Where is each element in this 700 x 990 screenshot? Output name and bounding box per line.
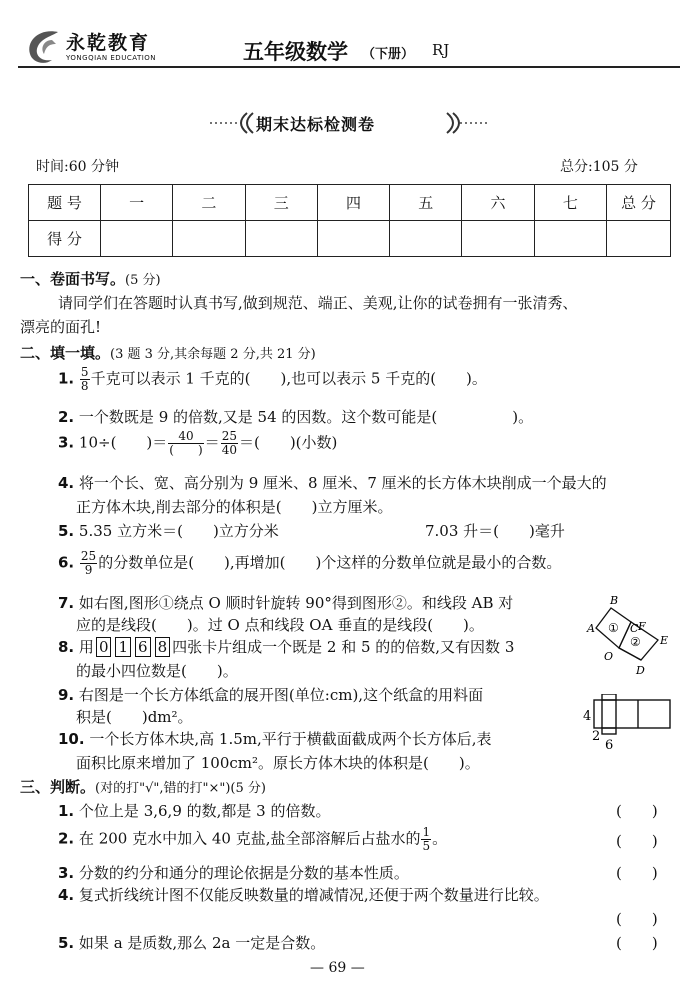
numerator: 25: [221, 429, 237, 443]
question-10-cont: 面积比原来增加了 100cm²。原长方体木块的体积是( )。: [76, 754, 480, 772]
table-cell: 二: [173, 185, 245, 221]
question-number: 6.: [58, 553, 75, 572]
figure-label: E: [660, 634, 669, 647]
figure-label: ①: [608, 621, 619, 635]
table-cell: 总 分: [607, 185, 671, 221]
section-2-heading: [20, 342, 316, 363]
time-limit: 时间:60 分钟: [36, 159, 119, 175]
table-cell: 题 号: [29, 185, 101, 221]
question-text: 。: [432, 829, 448, 848]
question-number: 8.: [58, 638, 75, 656]
question-5b: 7.03 升＝( )毫升: [425, 522, 565, 540]
number-card: 0: [96, 637, 112, 657]
section-note: (对的打"√",错的打"×")(5 分): [95, 781, 266, 796]
question-number: 4.: [58, 474, 75, 492]
question-2: [58, 406, 533, 427]
question-7: [58, 592, 513, 613]
denominator: 40: [221, 443, 237, 457]
section-3-heading: [20, 776, 266, 797]
page-number: — 69 —: [310, 960, 365, 976]
question-number: 2.: [58, 408, 75, 426]
question-number: 1.: [58, 802, 75, 820]
figure-label: F: [638, 620, 646, 633]
score-input-cell[interactable]: [390, 221, 462, 257]
score-input-cell[interactable]: [607, 221, 671, 257]
total-score: 总分:105 分: [560, 159, 638, 175]
box-net-figure: [582, 694, 674, 754]
judge-question-3: [58, 862, 409, 883]
table-cell: 四: [317, 185, 389, 221]
figure-label: A: [587, 622, 595, 635]
question-9: [58, 684, 483, 705]
question-number: 10.: [58, 730, 85, 748]
question-1: [58, 366, 487, 393]
volume-label: （下册）: [362, 47, 415, 62]
question-text: 右图是一个长方体纸盒的展开图(单位:cm),这个纸盒的用料面: [78, 686, 484, 704]
question-6: [58, 550, 561, 577]
figure-label: D: [636, 664, 645, 676]
question-number: 1.: [58, 369, 75, 388]
figure-label: C: [630, 622, 639, 635]
section-title: 一、卷面书写。: [20, 270, 126, 288]
judge-question-2: [58, 826, 447, 853]
section-title: 三、判断。: [20, 778, 96, 796]
question-text: 如右图,图形①绕点 O 顺时针旋转 90°得到图形②。和线段 AB 对: [78, 594, 514, 612]
question-4: [58, 472, 607, 493]
question-8-cont: 的最小四位数是( )。: [76, 662, 238, 680]
answer-parentheses[interactable]: ( ): [616, 802, 658, 820]
question-text: 将一个长、宽、高分别为 9 厘米、8 厘米、7 厘米的长方体木块削成一个最大的: [78, 474, 607, 492]
denominator: 8: [80, 379, 89, 393]
judge-question-4: [58, 884, 549, 905]
question-text: 一个长方体木块,高 1.5m,平行于横截面截成两个长方体后,表: [89, 730, 492, 748]
question-text: 分数的约分和通分的理论依据是分数的基本性质。: [78, 864, 409, 882]
section-1-text: 漂亮的面孔!: [20, 318, 102, 336]
table-cell: 六: [462, 185, 534, 221]
numerator: 40: [168, 430, 203, 444]
figure-label: 4: [583, 709, 592, 724]
judge-question-1: [58, 800, 330, 821]
table-cell: 七: [534, 185, 606, 221]
subject-title: 五年级数学: [243, 40, 348, 64]
answer-parentheses[interactable]: ( ): [616, 910, 658, 928]
section-title: 二、填一填。: [20, 344, 111, 362]
question-number: 5.: [58, 522, 75, 540]
table-cell: 一: [101, 185, 173, 221]
question-text: 复式折线统计图不仅能反映数量的增减情况,还便于两个数量进行比较。: [78, 886, 549, 904]
question-text: 如果 a 是质数,那么 2a 一定是合数。: [78, 934, 326, 952]
question-text: 10÷( )＝: [78, 433, 168, 452]
question-text: 5.35 立方米＝( )立方分米: [78, 522, 279, 540]
equals-sign: ＝: [204, 433, 220, 452]
score-input-cell[interactable]: [534, 221, 606, 257]
figure-label: ②: [630, 635, 641, 649]
numerator: 1: [422, 825, 431, 839]
figure-label: 6: [605, 738, 614, 753]
figure-label: 2: [592, 729, 601, 744]
header-rule: [18, 66, 680, 68]
section-1-text: 请同学们在答题时认真书写,做到规范、端正、美观,让你的试卷拥有一张清秀、: [58, 294, 578, 312]
table-cell: 五: [390, 185, 462, 221]
number-card: 8: [155, 637, 171, 657]
score-input-cell[interactable]: [101, 221, 173, 257]
question-text: 在 200 克水中加入 40 克盐,盐全部溶解后占盐水的: [78, 829, 421, 848]
question-text: 个位上是 3,6,9 的数,都是 3 的倍数。: [78, 802, 331, 820]
question-number: 2.: [58, 829, 75, 848]
question-text: 四张卡片组成一个既是 2 和 5 的的倍数,又有因数 3: [172, 638, 515, 656]
number-card: 1: [115, 637, 131, 657]
question-text: 的分数单位是( ),再增加( )个这样的分数单位就是最小的合数。: [98, 553, 562, 572]
exam-title: 期末达标检测卷: [256, 115, 376, 134]
question-text: 千克可以表示 1 千克的( ),也可以表示 5 千克的( )。: [90, 369, 487, 388]
question-7-cont: 应的是线段( )。过 O 点和线段 OA 垂直的是线段( )。: [76, 616, 484, 634]
answer-parentheses[interactable]: ( ): [616, 934, 658, 952]
fraction: [168, 430, 203, 457]
numerator: 5: [80, 365, 89, 379]
section-note: (3 题 3 分,其余每题 2 分,共 21 分): [110, 347, 316, 362]
question-number: 5.: [58, 934, 75, 952]
score-input-cell[interactable]: [317, 221, 389, 257]
score-input-cell[interactable]: [245, 221, 317, 257]
section-1-heading: [20, 268, 161, 289]
figure-label: B: [610, 594, 619, 607]
question-number: 4.: [58, 886, 75, 904]
rotation-figure: [586, 590, 672, 676]
fraction: [80, 550, 97, 577]
question-number: 7.: [58, 594, 75, 612]
question-text: ＝( )(小数): [238, 433, 338, 452]
logo-text: 永乾教育: [66, 32, 151, 54]
score-input-cell[interactable]: [462, 221, 534, 257]
logo-swirl-icon: [22, 26, 66, 66]
answer-parentheses[interactable]: ( ): [616, 832, 658, 850]
question-9-cont: 积是( )dm²。: [76, 708, 193, 726]
question-text: 一个数既是 9 的倍数,又是 54 的因数。这个数可能是( )。: [78, 408, 534, 426]
fraction: [421, 826, 431, 853]
question-text: 用: [78, 638, 94, 656]
section-note: (5 分): [125, 273, 161, 288]
question-10: [58, 728, 492, 749]
logo-subtext: YONGQIAN EDUCATION: [66, 54, 157, 62]
question-5: [58, 520, 279, 541]
score-table-header-row: [29, 185, 671, 221]
question-4-cont: 正方体木块,削去部分的体积是( )立方厘米。: [76, 498, 393, 516]
figure-label: O: [604, 650, 614, 663]
question-number: 3.: [58, 433, 75, 452]
table-cell: 得 分: [29, 221, 101, 257]
score-table-score-row: [29, 221, 671, 257]
judge-question-5: [58, 932, 325, 953]
number-card: 6: [135, 637, 151, 657]
question-number: 9.: [58, 686, 75, 704]
answer-parentheses[interactable]: ( ): [616, 864, 658, 882]
question-3: [58, 430, 337, 457]
denominator: 9: [84, 563, 93, 577]
fraction: [221, 430, 238, 457]
table-cell: 三: [245, 185, 317, 221]
question-8: [58, 636, 514, 657]
score-input-cell[interactable]: [173, 221, 245, 257]
edition-label: RJ: [432, 41, 450, 59]
score-table: [28, 184, 671, 257]
denominator: ( ): [169, 443, 203, 457]
denominator: 5: [422, 839, 431, 853]
question-number: 3.: [58, 864, 75, 882]
fraction: [80, 366, 90, 393]
numerator: 25: [80, 549, 97, 563]
